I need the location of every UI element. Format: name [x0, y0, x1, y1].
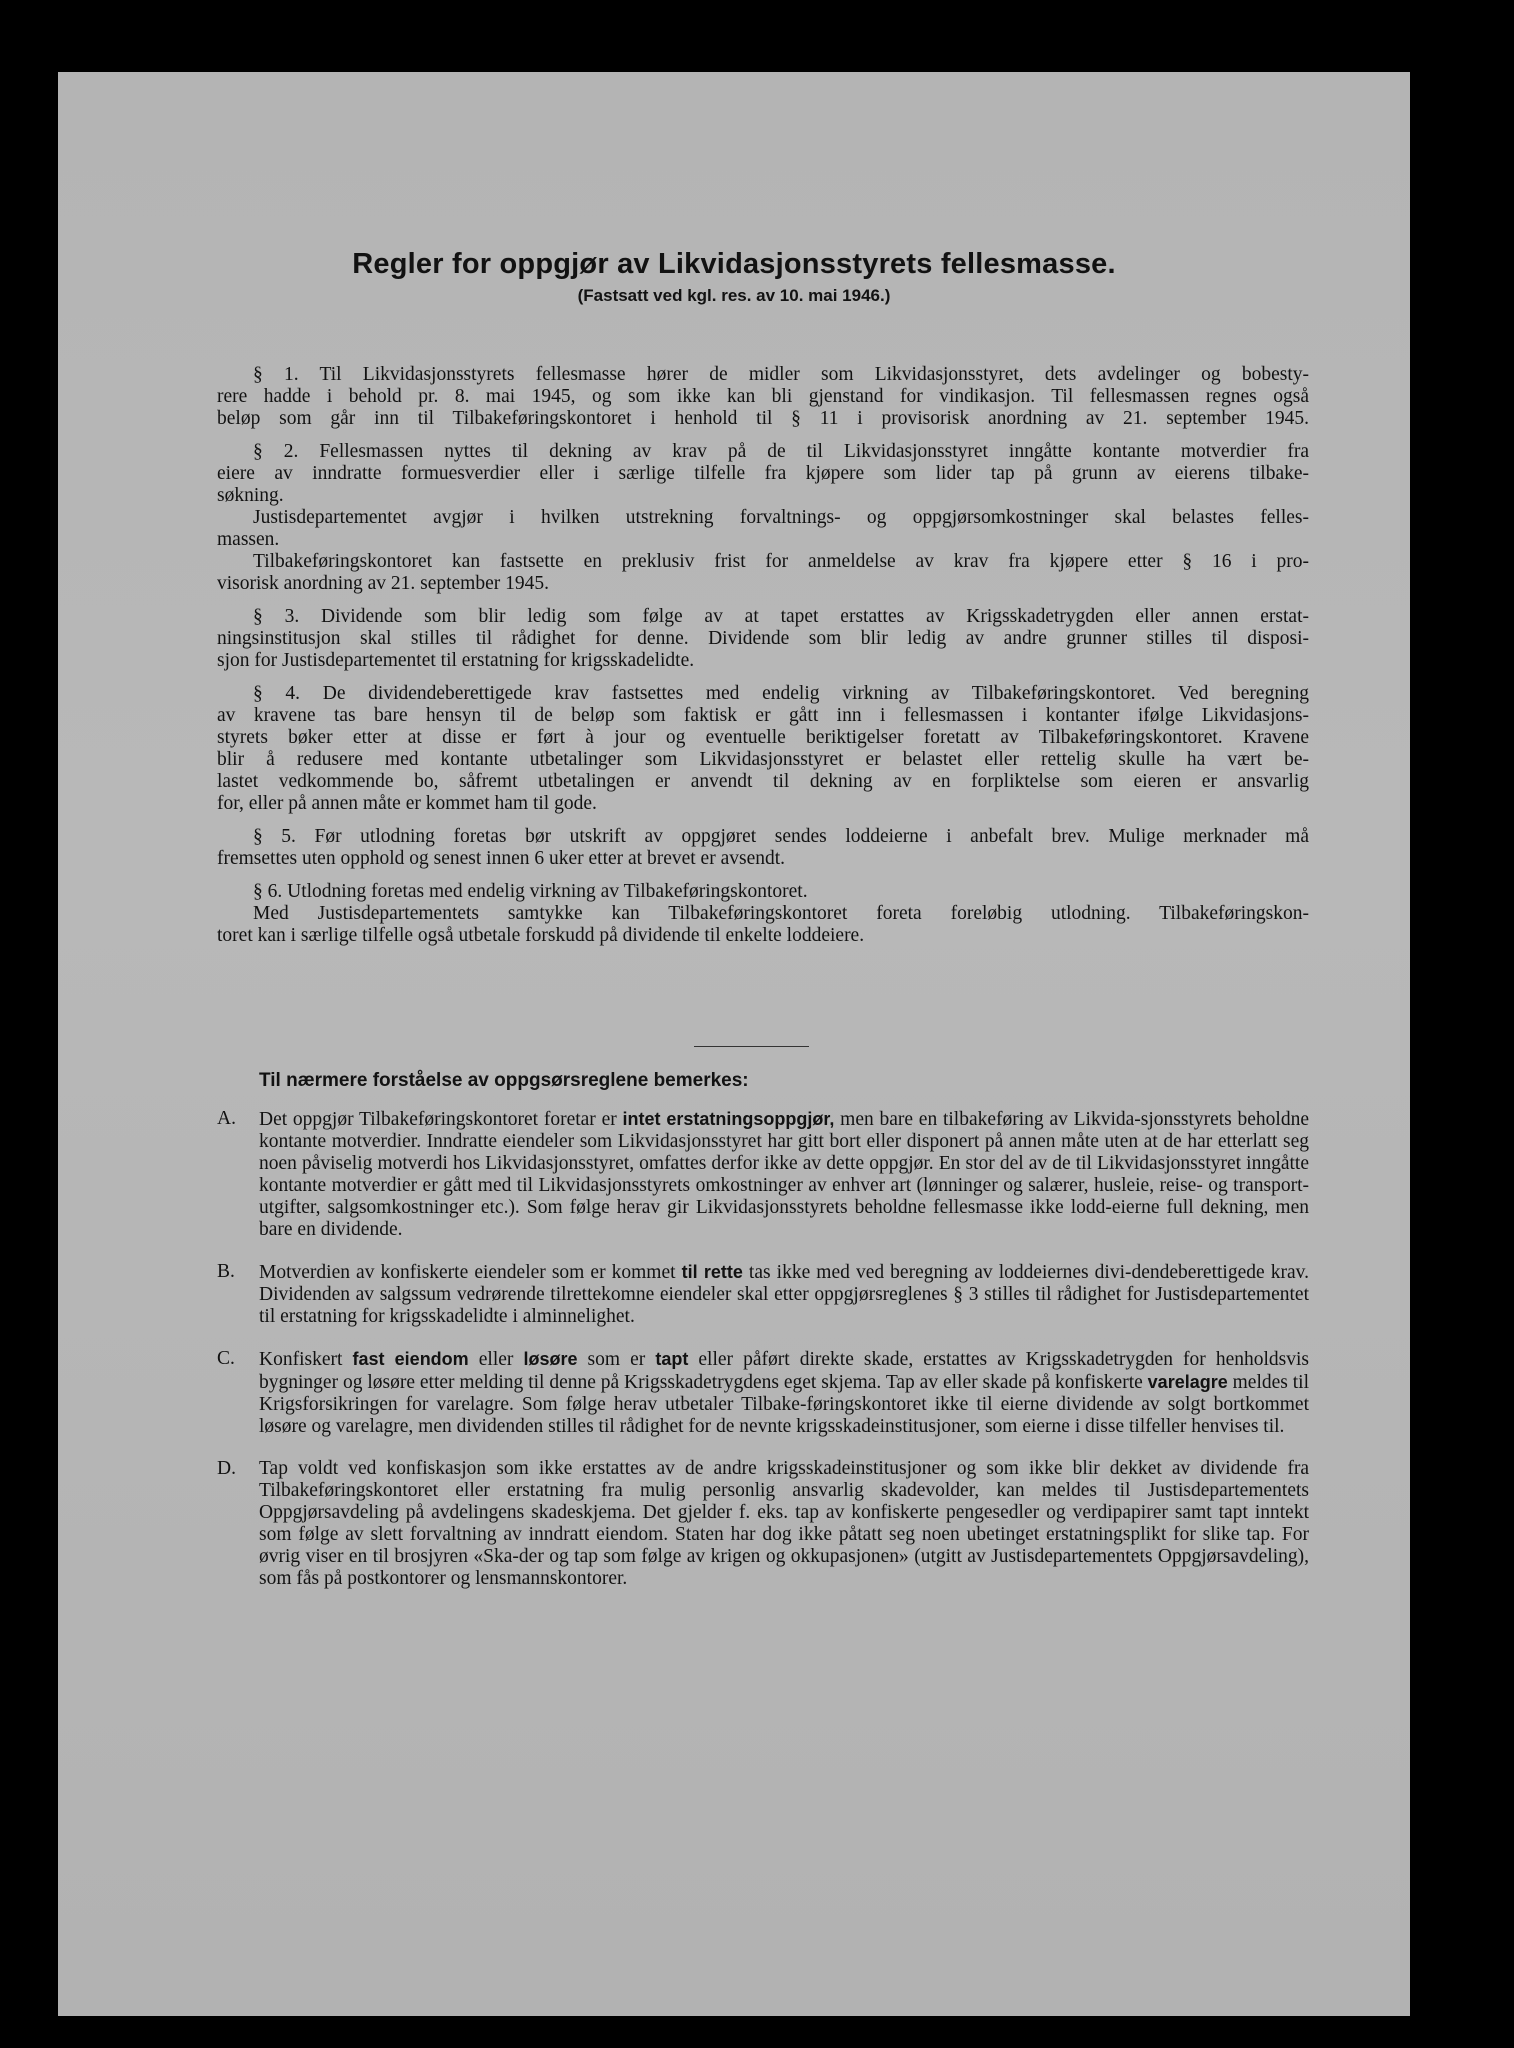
section-line: fremsettes uten opphold og senest innen 6 uker etter at brevet er avsendt.	[217, 848, 786, 869]
remark-a	[217, 1108, 1309, 1241]
section-line: sjon for Justisdepartementet til erstatning for krigsskadelidte.	[217, 650, 695, 671]
section-line: Med Justisdepartementets samtykke kan Tilbakeføringskontoret foreta foreløbig utlodning. Tilbakeføringskon-	[253, 903, 1309, 924]
remark-emphasis: til rette	[681, 1262, 743, 1282]
section-6	[217, 881, 1309, 947]
section-line: § 5. Før utlodning foretas bør utskrift av oppgjøret sendes loddeierne i anbefalt brev. Mulige merknader må	[253, 826, 1309, 847]
remark-c	[217, 1348, 1309, 1438]
section-line: styrets bøker etter at disse er ført à jour og eventuelle beriktigelser foretatt av Tilbakeføringskontoret. Kravene	[217, 727, 1309, 748]
rules-body	[217, 364, 1309, 958]
section-line: visorisk anordning av 21. september 1945.	[217, 573, 549, 594]
document-title: Regler for oppgjør av Likvidasjonsstyrets fellesmasse.	[352, 248, 1116, 280]
section-4	[217, 683, 1309, 815]
remark-d	[217, 1458, 1309, 1590]
section-line: rere hadde i behold pr. 8. mai 1945, og som ikke kan bli gjenstand for vindikasjon. Til fellesmassen regnes også	[217, 386, 1309, 407]
remark-letter: C.	[217, 1348, 235, 1369]
section-line: massen.	[217, 529, 280, 550]
remark-text-part: men bare en tilbakeføring av Likvida-sjonsstyrets beholdne kontante motverdier. Inndratte eiendeler som Likvidasjonsstyret har gitt bort eller disponert på annen måte uten at de har etterlatt seg noen påviselig motverdi hos Likvidasjonsstyret, omfattes derfor ikke av dette oppgjør. En stor del av de til Likvidasjonsstyret inngåtte kontante motverdier er gått med til Likvidasjonsstyrets omkostninger av enhver art (lønninger og salærer, husleie, reise- og transport-utgifter, salgsomkostninger etc.). Som følge herav gir Likvidasjonsstyrets beholdne fellesmasse ikke lodd-eierne full dekning, men bare en dividende.	[259, 1109, 1310, 1240]
section-line: Justisdepartementet avgjør i hvilken utstrekning forvaltnings- og oppgjørsomkostninger skal belastes felles-	[253, 507, 1309, 528]
remark-text-part: som er	[577, 1349, 656, 1370]
remark-text-part: Tap voldt ved konfiskasjon som ikke erstattes av de andre krigsskadeinstitusjoner og som ikke blir dekket av dividende fra Tilbakeføringskontoret eller erstatning fra mulig personlig ansvarlig skadevolder, kan meldes til Justisdepartementets Oppgjørsavdeling på avdelingens skadeskjema. Det gjelder f. eks. tap av konfiskerte pengesedler og verdipapirer samt tapt inntekt som følge av slett forvaltning av inndratt eiendom. Staten har dog ikke påtatt seg noen ubetinget erstatningsplikt for slike tap. For øvrig viser en til brosjyren «Ska-der og tap som følge av krigen og okkupasjonen» (utgitt av Justisdepartementets Oppgjørsavdeling), som fås på postkontorer og lensmannskontorer.	[259, 1458, 1309, 1589]
section-line: toret kan i særlige tilfelle også utbetale forskudd på dividende til enkelte loddeiere.	[217, 925, 865, 946]
section-line: ningsinstitusjon skal stilles til rådighet for denne. Dividende som blir ledig av andre grunner stilles til disposi-	[217, 628, 1309, 649]
section-line: Tilbakeføringskontoret kan fastsette en preklusiv frist for anmeldelse av krav fra kjøpere etter § 16 i pro-	[253, 551, 1309, 572]
remark-text-part: Det oppgjør Tilbakeføringskontoret foretar er	[259, 1109, 623, 1130]
section-line: § 4. De dividendeberettigede krav fastsettes med endelig virkning av Tilbakeføringskontoret. Ved beregning	[253, 683, 1309, 704]
section-line: § 6. Utlodning foretas med endelig virkning av Tilbakeføringskontoret.	[253, 881, 808, 902]
section-5	[217, 826, 1309, 870]
remark-emphasis: tapt	[655, 1349, 689, 1369]
remarks-list	[217, 1108, 1309, 1610]
section-line: for, eller på annen måte er kommet ham til gode.	[217, 793, 597, 814]
remark-text	[259, 1348, 1309, 1438]
section-line: § 2. Fellesmassen nyttes til dekning av krav på de til Likvidasjonsstyret inngåtte kontante motverdier fra	[253, 441, 1309, 462]
remark-emphasis: varelagre	[1147, 1372, 1228, 1392]
remark-letter: A.	[217, 1108, 236, 1129]
section-line: eiere av inndratte formuesverdier eller i særlige tilfelle fra kjøpere som lider tap på grunn av eierens tilbake-	[217, 463, 1309, 484]
remark-b	[217, 1261, 1309, 1328]
document-page	[58, 72, 1410, 2016]
remark-text-part: eller påført direkte skade, erstattes av Krigsskadetrygden for henholdsvis bygninger og løsøre etter melding til denne på Krigsskadetrygdens eget skjema. Tap av eller skade på konfiskerte	[259, 1349, 1309, 1393]
section-line: § 1. Til Likvidasjonsstyrets fellesmasse hører de midler som Likvidasjonsstyret, dets avdelinger og bobesty-	[253, 364, 1309, 385]
section-line: søkning.	[217, 485, 284, 506]
remark-emphasis: intet erstatningsoppgjør,	[622, 1109, 835, 1129]
remark-text-part: Konfiskert	[259, 1349, 353, 1370]
remark-text	[259, 1108, 1309, 1241]
remark-letter: D.	[217, 1458, 236, 1479]
remark-emphasis: fast eiendom	[352, 1349, 469, 1369]
section-line: § 3. Dividende som blir ledig som følge av at tapet erstattes av Krigsskadetrygden eller annen erstat-	[253, 606, 1309, 627]
section-line: lastet vedkommende bo, såfremt utbetalingen er anvendt til dekning av en forpliktelse som eieren er ansvarlig	[217, 771, 1309, 792]
section-1	[217, 364, 1309, 430]
remark-text	[259, 1458, 1309, 1590]
section-line: blir å redusere med kontante utbetalinger som Likvidasjonsstyret er belastet eller rettelig skulle ha vært be-	[217, 749, 1309, 770]
remark-letter: B.	[217, 1261, 235, 1282]
remark-text-part: Motverdien av konfiskerte eiendeler som er kommet	[259, 1262, 682, 1283]
remark-text	[259, 1261, 1309, 1328]
remarks-heading: Til nærmere forståelse av oppgsørsreglene bemerkes:	[259, 1070, 749, 1091]
remark-text-part: meldes til Krigsforsikringen for varelagre. Som følge herav utbetaler Tilbake-føringskontoret ikke til eierne dividende av solgt bortkommet løsøre og varelagre, men dividenden stilles til rådighet for de nevnte krigsskadeinstitusjoner, som eierne i disse tilfeller henvises til.	[259, 1372, 1309, 1437]
section-line: av kravene tas bare hensyn til de beløp som faktisk er gått inn i fellesmassen i kontanter ifølge Likvidasjons-	[217, 705, 1309, 726]
divider-rule	[694, 1046, 809, 1047]
remark-emphasis: løsøre	[523, 1349, 578, 1369]
section-3	[217, 606, 1309, 672]
remark-text-part: tas ikke med ved beregning av loddeiernes divi-dendeberettigede krav. Dividenden av salgssum vedrørende tilrettekomne eiendeler skal etter oppgjørsreglenes § 3 stilles til rådighet for Justisdepartementet til erstatning for krigsskadelidte i alminnelighet.	[259, 1262, 1309, 1327]
remark-text-part: eller	[468, 1349, 524, 1370]
document-subtitle: (Fastsatt ved kgl. res. av 10. mai 1946.)	[577, 286, 891, 305]
section-2	[217, 441, 1309, 595]
section-line: beløp som går inn til Tilbakeføringskontoret i henhold til § 11 i provisorisk anordning av 21. september 1945.	[217, 408, 1309, 429]
